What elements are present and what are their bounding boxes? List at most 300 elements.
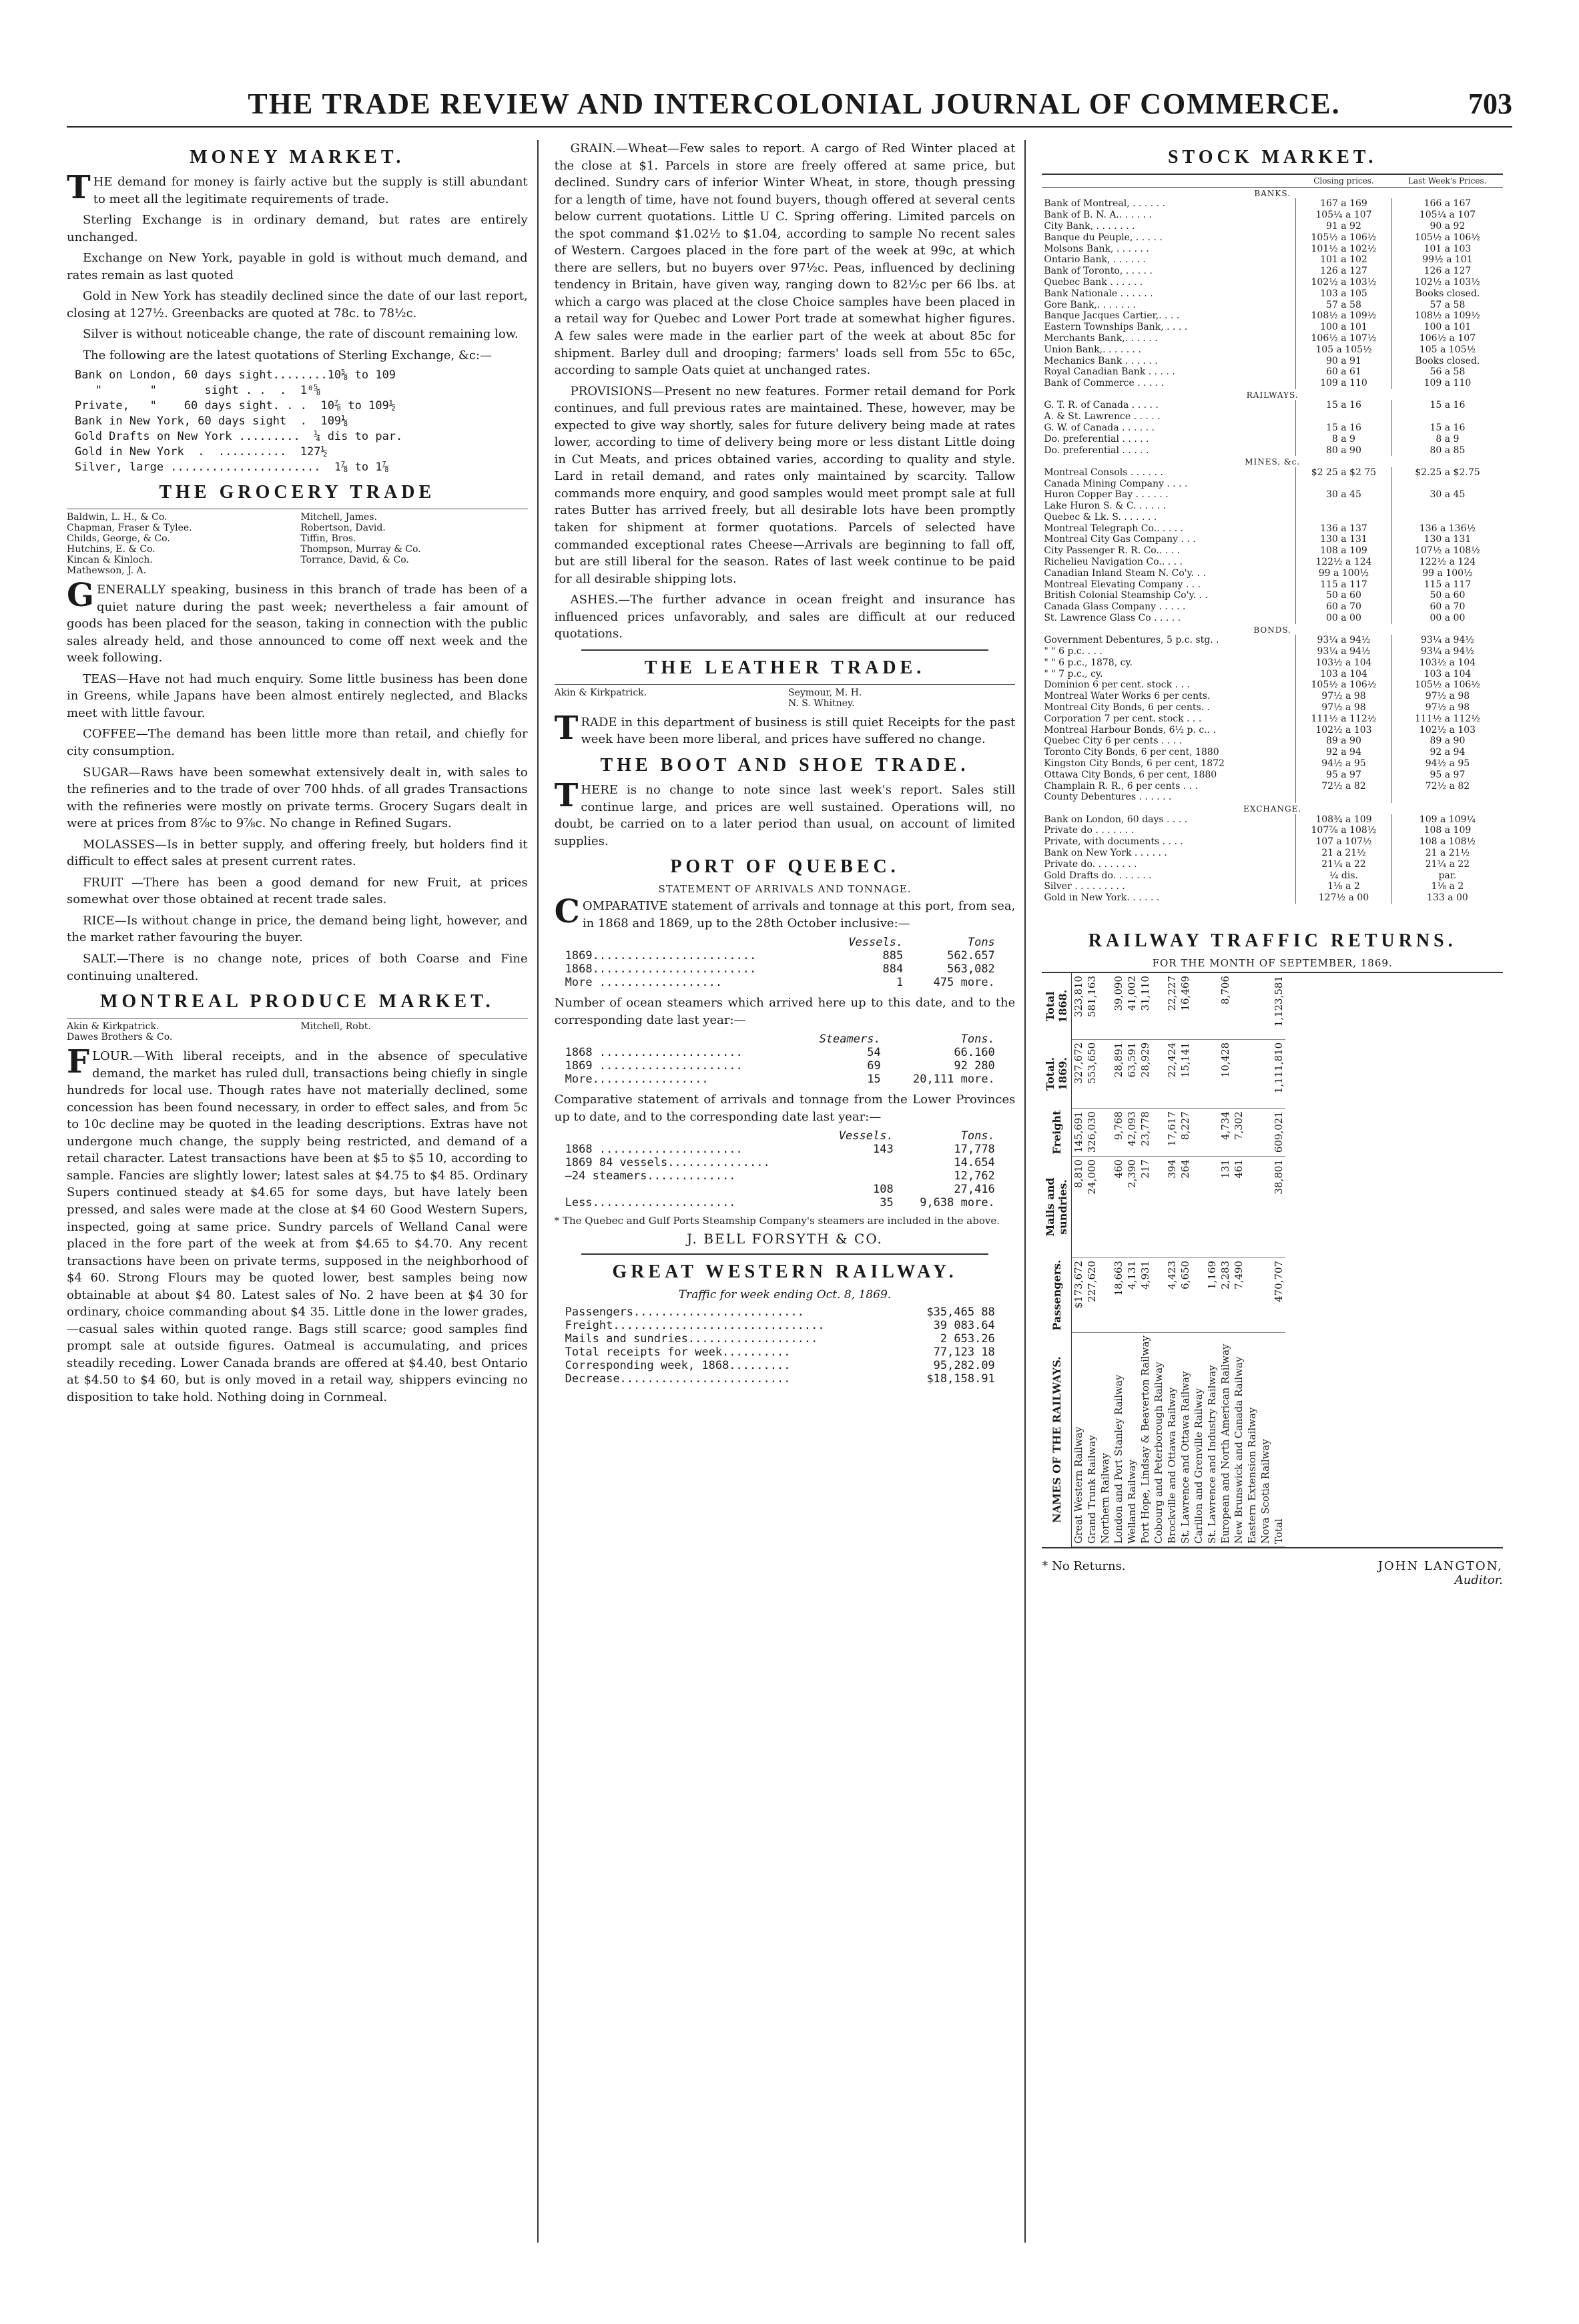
- table-cell: 326,030: [1085, 1109, 1098, 1157]
- table-cell: 101 a 102: [1296, 254, 1392, 266]
- table-row: [1042, 892, 1503, 904]
- table-cell: Brockville and Ottawa Railway: [1165, 1333, 1179, 1547]
- table-cell: 80 a 85: [1391, 445, 1503, 457]
- table-row: [1072, 973, 1086, 1547]
- table-cell: Molsons Bank, . . . . . .: [1044, 243, 1149, 254]
- table-cell: County Debentures . . . . . .: [1044, 792, 1172, 803]
- table-cell: 106½ a 107: [1391, 333, 1503, 344]
- leather-paragraph: TRADE in this department of business is still quiet Receipts for the past week have been more liberal, and prices have suffered no change.: [554, 709, 1016, 747]
- traffic-table-body: [1072, 973, 1286, 1547]
- table-cell: 77,123 18: [933, 1346, 995, 1360]
- grocery-paragraph: FRUIT —There has been a good demand for new Fruit, at prices somewhat over those obtained at recent trade sales.: [67, 875, 528, 907]
- table-cell: [1152, 1156, 1165, 1257]
- table-header: [561, 936, 824, 949]
- firm-name: N. S. Whitney.: [788, 697, 855, 709]
- table-cell: Montreal Elevating Company . . .: [1044, 579, 1201, 590]
- table-cell: Bank of Commerce . . . . .: [1044, 378, 1165, 389]
- table-cell: Do. preferential . . . . .: [1044, 445, 1149, 456]
- produce-market-title: MONTREAL PRODUCE MARKET.: [99, 991, 495, 1012]
- produce-paragraph-flour: FLOUR.—With liberal receipts, and in the absence of speculative demand, the market has ruled dull, transactions being chiefly in single hundreds for local use. Though rates have not materially declined, some concession has been found necessary, in order to effect sales, and from 5c to 10c decline may be quoted in the leading descriptions. Extras have not undergone much change, the supply being restricted, and demand of a retail character. Latest transactions have been at $5 to $5 10, according to sample. Fancies are slightly lower; latest sales at $4.75 to $4 85. Ordinary Supers continued steady at $4.65 for some days, but have lately been pressed, and sales were made at the close at $4 60 Good Western Supers, inspected, going at same price. Sundry parcels of Welland Canal were placed in the fore part of the week at from $4.65 to $4.70. Any recent transactions have been on private terms, supposed in the neighborhood of $4 60. Strong Flours may be quoted lower, best samples being now obtainable at about $4 80. Latest sales of No. 2 have been at $4 30 for ordinary, choice commanding about $4 35. Little done in the lower grades,—casual sales within quoted range. Bags still scarce; good samples find prompt sale at outside figures. Oatmeal is accumulating, and prices steadily receding. Lower Canada brands are offered at $4.40, best Ontario at $4.50 to $4 60, but is only moved in a retail way, shippers evincing no disposition to take hold. Nothing doing in Cornmeal.: [67, 1043, 528, 1404]
- table-cell: Montreal Telegraph Co.. . . . .: [1044, 523, 1184, 534]
- table-cell: " " 7 p.c., cy.: [1044, 668, 1103, 679]
- table-cell: Dominion 6 per cent. stock . . .: [1044, 679, 1190, 691]
- table-cell: More ..................: [565, 976, 723, 990]
- railway-traffic-frame: [1042, 972, 1503, 1548]
- table-cell: 39,090: [1112, 973, 1125, 1039]
- table-cell: [1391, 792, 1503, 803]
- table-cell: [1152, 973, 1165, 1039]
- column-1: [67, 140, 539, 2243]
- table-header: Last Week's Prices.: [1391, 174, 1503, 188]
- table-cell: City Passenger R. R. Co.. . . .: [1044, 545, 1181, 557]
- table-row: [1042, 881, 1503, 892]
- boot-shoe-trade-title: THE BOOT AND SHOE TRADE.: [600, 754, 970, 776]
- money-paragraph: THE demand for money is fairly active but the supply is still abundant to meet all the legitimate requirements of trade.: [67, 169, 528, 206]
- table-cell: New Brunswick and Canada Railway: [1232, 1333, 1245, 1547]
- table-cell: [1296, 792, 1392, 803]
- table-cell: 14.654: [954, 1156, 995, 1170]
- table-row: [561, 1073, 999, 1086]
- table-cell: Montreal Consols . . . . . .: [1044, 467, 1163, 478]
- table-cell: Books closed.: [1391, 288, 1503, 300]
- table-cell: 102½ a 103: [1391, 725, 1503, 736]
- table-cell: 460: [1112, 1156, 1125, 1257]
- grocery-paragraph: SUGAR—Raws have been somewhat extensively dealt in, with sales to the refineries and to the trade of over 700 hhds. of all grades Transactions with the refineries were mostly on private terms. Grocery Sugars dealt in were at prices from 8⅞c to 9⅞c. No change in Refined Sugars.: [67, 765, 528, 831]
- table-cell: Government Debentures, 5 p.c. stg. .: [1044, 635, 1219, 646]
- table-cell: " " 6 p.c., 1878, cy.: [1044, 657, 1133, 668]
- table-cell: 581,163: [1085, 973, 1098, 1039]
- table-cell: 97½ a 98: [1296, 702, 1392, 713]
- table-cell: 93¼ a 94½: [1391, 635, 1503, 646]
- table-cell: 22,424: [1165, 1039, 1179, 1108]
- table-cell: Carillon and Grenville Railway: [1192, 1333, 1205, 1547]
- great-western-table: [561, 1305, 999, 1386]
- table-header: Steamers.: [819, 1033, 881, 1047]
- stock-group-label: MINES, &c.: [1245, 457, 1301, 467]
- table-cell: 97½ a 98: [1296, 691, 1392, 702]
- firm-name: Mathewson, J. A.: [67, 565, 147, 577]
- table-row: [1179, 973, 1192, 1547]
- grocery-paragraph: COFFEE—The demand has been little more than retail, and chiefly for city consumption.: [67, 727, 528, 758]
- stock-group-label: EXCHANGE.: [1243, 804, 1302, 814]
- table-cell: 323,810: [1072, 973, 1086, 1039]
- table-cell: 108: [872, 1183, 894, 1197]
- table-row: [1042, 344, 1503, 356]
- table-row: [1042, 781, 1503, 792]
- table-cell: 100 a 101: [1391, 322, 1503, 333]
- leather-trade-title: THE LEATHER TRADE.: [644, 657, 926, 678]
- table-cell: 105½ a 106½: [1296, 679, 1392, 691]
- table-cell: 127½ a 00: [1296, 892, 1392, 904]
- table-cell: 89 a 90: [1391, 736, 1503, 747]
- table-row: [1042, 725, 1503, 736]
- table-row: [1205, 973, 1219, 1547]
- table-cell: 885: [882, 949, 904, 963]
- table-cell: 461: [1232, 1156, 1245, 1257]
- table-cell: 92 a 94: [1391, 747, 1503, 758]
- table-cell: 143: [872, 1143, 894, 1157]
- table-cell: 4,734: [1219, 1109, 1232, 1157]
- table-row: [1042, 814, 1503, 826]
- table-cell: 470,707: [1272, 1257, 1285, 1332]
- quebec-lower-intro: Comparative statement of arrivals and tonnage from the Lower Provinces up to date, and to the corresponding date last year:—: [554, 1093, 1016, 1124]
- table-row: [1042, 266, 1503, 277]
- table-cell: Do. preferential . . . . .: [1044, 433, 1149, 445]
- table-row: [1042, 792, 1503, 803]
- table-cell: 103 a 104: [1391, 669, 1503, 680]
- table-header-row: [561, 1129, 999, 1143]
- table-cell: 1869........................: [565, 949, 757, 963]
- table-header: Freight: [1042, 1109, 1072, 1157]
- table-row: [561, 1359, 999, 1372]
- boot-shoe-paragraph: THERE is no change to note since last week's report. Sales still continue large, and prices are well sustained. Operations will, no doubt, be carried on to a later period than usual, on account of limited supplies.: [554, 776, 1016, 848]
- table-header: NAMES OF THE RAILWAYS.: [1042, 1333, 1072, 1547]
- table-cell: 15 a 16: [1391, 400, 1503, 411]
- table-cell: Bank of Toronto, . . . . .: [1044, 266, 1153, 277]
- table-cell: 60 a 70: [1296, 601, 1392, 613]
- table-row: [1042, 859, 1503, 870]
- column-3: [1042, 140, 1512, 2243]
- table-cell: 22,227: [1165, 973, 1179, 1039]
- table-cell: [1098, 973, 1112, 1039]
- table-cell: 4,931: [1139, 1257, 1152, 1332]
- table-cell: Bank of Montreal, . . . . . .: [1044, 198, 1166, 210]
- table-cell: 99 a 100½: [1391, 568, 1503, 579]
- grocery-paragraph: MOLASSES—Is in better supply, and offering freely, but holders find it difficult to effect sales at present current rates.: [67, 837, 528, 869]
- table-cell: 90 a 91: [1296, 356, 1392, 367]
- table-cell: 131: [1219, 1156, 1232, 1257]
- table-cell: Quebec Bank . . . . . .: [1044, 276, 1143, 288]
- table-header-row: [561, 1033, 999, 1046]
- table-cell: 105½ a 106½: [1391, 232, 1503, 244]
- table-cell: 15 a 16: [1296, 400, 1392, 411]
- table-row: [561, 1143, 999, 1156]
- table-cell: 8 a 9: [1391, 434, 1503, 445]
- table-row: [1042, 300, 1503, 311]
- produce-paragraph-grain: GRAIN.—Wheat—Few sales to report. A cargo of Red Winter placed at the close at $1. Parcels in store are freely offered at same price, but declined. Sundry cars of inferior Winter Wheat, in store, though pressing for a length of time, have not found buyers, though offered at several cents below current quotations. Little U C. Spring offering. Limited parcels on the spot command $1.02½ to $1.04, according to sample No recent sales of Western. Cargoes placed in the fore part of the week at 99c, at which there are sellers, but no buyers over 97½c. Peas, influenced by declining tendency in Britain, have given way, ranging down to 82½c per 66 lbs. at which a cargo was placed at the close Choice samples have been placed in a retail way for Quebec and Lower Port trade at somewhat higher figures. A few sales were made in the earlier part of the week at about 85c for shipment. Barley dull and drooping; farmers' loads sell from 55c to 65c, according to sample Oats quiet at unchanged rates.: [554, 141, 1016, 378]
- firm-name: Childs, George, & Co.: [67, 533, 170, 545]
- table-cell: Gold Drafts do. . . . . . .: [1044, 870, 1152, 881]
- table-row: [1098, 973, 1112, 1547]
- table-header: Closing prices.: [1296, 174, 1392, 188]
- table-cell: 21¼ a 22: [1296, 859, 1392, 870]
- table-cell: [1192, 1109, 1205, 1157]
- table-cell: 553,650: [1085, 1039, 1098, 1108]
- table-cell: 105 a 105½: [1391, 344, 1503, 356]
- table-row: [1042, 848, 1503, 859]
- table-cell: 100 a 101: [1296, 322, 1392, 333]
- table-cell: 1⅛ a 2: [1391, 881, 1503, 892]
- table-cell: [821, 1156, 898, 1169]
- table-cell: 63,591: [1125, 1039, 1139, 1108]
- table-row: [1042, 679, 1503, 691]
- table-cell: 21 a 21½: [1296, 848, 1392, 859]
- table-cell: 69: [867, 1059, 881, 1073]
- table-header-row: [1042, 973, 1072, 1547]
- table-cell: G. T. R. of Canada . . . . .: [1044, 400, 1159, 411]
- table-cell: Banque Jacques Cartier,. . . .: [1044, 310, 1180, 322]
- table-row: [1042, 434, 1503, 445]
- quebec-steamers-intro: Number of ocean steamers which arrived here up to this date, and to the corresponding date last year:—: [554, 996, 1016, 1027]
- table-row: [1042, 333, 1503, 344]
- stock-group-label: BONDS.: [1253, 625, 1291, 635]
- table-row: [1042, 669, 1503, 680]
- quebec-signoff: J. BELL FORSYTH & CO.: [687, 1231, 883, 1247]
- table-cell: 130 a 131: [1296, 534, 1392, 545]
- section-rule: [581, 649, 989, 651]
- table-cell: 95,282.09: [933, 1359, 995, 1373]
- table-cell: 8 a 9: [1296, 434, 1392, 445]
- table-cell: 10,428: [1219, 1039, 1232, 1108]
- firm-name: Akin & Kirkpatrick.: [67, 1021, 160, 1033]
- table-cell: 39 083.64: [933, 1319, 995, 1333]
- table-cell: [1192, 1156, 1205, 1257]
- table-cell: 1,169: [1205, 1257, 1219, 1332]
- table-row: [561, 949, 999, 962]
- table-cell: 56 a 58: [1391, 366, 1503, 378]
- table-cell: 72½ a 82: [1391, 781, 1503, 792]
- table-row: [1272, 973, 1285, 1547]
- table-cell: Northern Railway: [1098, 1333, 1112, 1547]
- table-cell: 30 a 45: [1296, 489, 1392, 501]
- table-cell: 23,778: [1139, 1109, 1152, 1157]
- table-cell: 21¼ a 22: [1391, 859, 1503, 870]
- grocery-paragraph: SALT.—There is no change note, prices of both Coarse and Fine continuing unaltered.: [67, 951, 528, 983]
- table-cell: 18,663: [1112, 1257, 1125, 1332]
- table-cell: [1259, 973, 1272, 1039]
- traffic-signature-block: [1042, 1559, 1503, 1587]
- table-cell: Mails and sundries...................: [565, 1332, 818, 1346]
- stock-group-row: [1042, 456, 1503, 467]
- exchange-quote-line: Bank on London, 60 days sight........10⅝ to 109: [75, 368, 396, 382]
- table-cell: 102½ a 103½: [1296, 277, 1392, 288]
- firm-name: Robertson, David.: [300, 523, 386, 534]
- table-cell: 2,390: [1125, 1156, 1139, 1257]
- table-cell: Montreal City Bonds, 6 per cents. .: [1044, 702, 1211, 713]
- table-cell: 93¼ a 94½: [1296, 635, 1392, 646]
- table-cell: 563,082: [947, 962, 995, 976]
- table-row: [1042, 422, 1503, 434]
- table-cell: A. & St. Lawrence . . . . .: [1044, 411, 1161, 422]
- table-cell: 15 a 16: [1296, 422, 1392, 434]
- table-cell: 108 a 108½: [1391, 836, 1503, 848]
- table-cell: Canadian Inland Steam N. Co'y. . .: [1044, 567, 1206, 579]
- page-number: 703: [1468, 87, 1512, 120]
- firm-name: Baldwin, L. H., & Co.: [67, 512, 168, 523]
- table-cell: 1869 .....................: [565, 1059, 743, 1073]
- table-cell: [1152, 1039, 1165, 1108]
- table-cell: 8,227: [1179, 1109, 1192, 1157]
- table-cell: 264: [1179, 1156, 1192, 1257]
- table-cell: 38,801: [1272, 1156, 1285, 1257]
- table-cell: [1296, 479, 1392, 490]
- firm-list-left: [555, 687, 781, 709]
- table-cell: 1,111,810: [1272, 1039, 1285, 1108]
- firm-list-left: [67, 1021, 294, 1043]
- quebec-steamers-table: [561, 1033, 999, 1086]
- table-cell: [1245, 1039, 1259, 1108]
- table-cell: More.................: [565, 1073, 709, 1087]
- table-cell: 115 a 117: [1296, 579, 1392, 591]
- table-cell: 60 a 61: [1296, 366, 1392, 378]
- table-cell: 31,110: [1139, 973, 1152, 1039]
- table-header: [561, 1033, 797, 1046]
- signature-name: JOHN LANGTON,: [1377, 1558, 1504, 1573]
- table-row: [561, 962, 999, 976]
- table-cell: [1232, 973, 1245, 1039]
- table-row: [1042, 221, 1503, 232]
- table-cell: [1245, 1156, 1259, 1257]
- quebec-intro: COMPARATIVE statement of arrivals and tonnage at this port, from sea, in 1868 and 1869, up to the 28th October inclusive:—: [554, 893, 1016, 931]
- firm-list-right: [788, 687, 1015, 709]
- table-cell: 94½ a 95: [1296, 758, 1392, 770]
- table-cell: [1232, 1039, 1245, 1108]
- table-cell: [1391, 512, 1503, 523]
- money-market-title: MONEY MARKET.: [190, 147, 405, 168]
- table-cell: St. Lawrence and Industry Railway: [1205, 1333, 1219, 1547]
- stock-group-row: [1042, 389, 1503, 400]
- table-cell: 42,093: [1125, 1109, 1139, 1157]
- grocery-paragraph: TEAS—Have not had much enquiry. Some little business has been done in Greens, while Japans have been almost entirely neglected, and Blacks meet with little favour.: [67, 671, 528, 720]
- table-cell: 103 a 104: [1296, 669, 1392, 680]
- stock-group-label: BANKS.: [1254, 189, 1291, 198]
- table-row: [1042, 613, 1503, 624]
- table-row: [1042, 322, 1503, 333]
- exchange-quote-line: Bank in New York, 60 days sight . 109⅛: [75, 414, 348, 428]
- table-row: [561, 1196, 999, 1209]
- table-row: [1125, 973, 1139, 1547]
- stock-group-row: [1042, 624, 1503, 635]
- table-cell: 1,123,581: [1272, 973, 1285, 1039]
- table-cell: 7,302: [1232, 1109, 1245, 1157]
- table-cell: [821, 1169, 898, 1183]
- exchange-quote-line: " " sight . . . 1⁰⅝: [75, 384, 321, 398]
- table-row: [1219, 973, 1232, 1547]
- table-cell: Private do. . . . . . . .: [1044, 858, 1137, 870]
- money-paragraph: Sterling Exchange is in ordinary demand, but rates are entirely unchanged.: [67, 213, 528, 244]
- table-cell: 1868 .....................: [565, 1046, 743, 1060]
- table-row: [1042, 601, 1503, 613]
- table-cell: [1259, 1039, 1272, 1108]
- table-cell: 145,691: [1072, 1109, 1086, 1157]
- table-cell: 227,620: [1085, 1257, 1098, 1332]
- table-row: [561, 1372, 999, 1386]
- table-cell: Passengers.........................: [565, 1305, 804, 1320]
- table-row: [1245, 973, 1259, 1547]
- table-cell: Ottawa City Bonds, 6 per cent, 1880: [1044, 769, 1217, 780]
- table-cell: 4,423: [1165, 1257, 1179, 1332]
- table-row: [1042, 277, 1503, 288]
- table-cell: [1098, 1156, 1112, 1257]
- exchange-quote-line: Gold in New York . .......... 127½: [75, 445, 328, 459]
- table-cell: 9,638 more.: [920, 1196, 995, 1210]
- produce-paragraph-ashes: ASHES.—The further advance in ocean freight and insurance has influenced prices unfavorably, and sales are difficult at our reduced quotations.: [554, 593, 1016, 641]
- table-cell: 92 a 94: [1296, 747, 1392, 758]
- table-cell: 103 a 105: [1296, 288, 1392, 300]
- table-cell: " " 6 p.c. . . .: [1044, 646, 1102, 657]
- table-cell: 12,762: [954, 1169, 995, 1183]
- table-cell: 105½ a 106½: [1296, 232, 1392, 244]
- table-cell: [1098, 1109, 1112, 1157]
- table-cell: Gold in New York. . . . . .: [1044, 892, 1160, 904]
- table-cell: [1391, 501, 1503, 512]
- table-cell: 126 a 127: [1296, 266, 1392, 277]
- firm-list-left: [67, 512, 294, 576]
- table-cell: 609,021: [1272, 1109, 1285, 1157]
- table-cell: 122½ a 124: [1296, 557, 1392, 568]
- table-cell: Bank on New York . . . . . .: [1044, 847, 1167, 858]
- table-cell: 106½ a 107½: [1296, 333, 1392, 344]
- table-header: Tons.: [960, 1129, 995, 1143]
- table-cell: 91 a 92: [1296, 221, 1392, 232]
- table-cell: 28,891: [1112, 1039, 1125, 1108]
- exchange-quote-line: Gold Drafts on New York ......... ¼ dis to par.: [75, 430, 403, 444]
- firm-name: Dawes Brothers & Co.: [67, 1032, 173, 1043]
- table-row: [1042, 758, 1503, 770]
- table-cell: 1: [896, 976, 904, 990]
- table-cell: [1205, 1156, 1219, 1257]
- grocery-firms: [67, 509, 528, 576]
- table-cell: 108 a 109: [1296, 545, 1392, 557]
- table-cell: Port Hope, Lindsay & Beaverton Railway: [1139, 1333, 1152, 1547]
- table-cell: 6,650: [1179, 1257, 1192, 1332]
- table-cell: Lake Huron S. & C. . . . . .: [1044, 501, 1167, 512]
- table-row: [561, 1183, 999, 1196]
- table-cell: 2 653.26: [940, 1332, 995, 1346]
- table-cell: Cobourg and Peterborough Railway: [1152, 1333, 1165, 1547]
- firm-list-right: [300, 1021, 527, 1043]
- table-cell: 108½ a 109½: [1296, 310, 1392, 322]
- produce-paragraph-provisions: PROVISIONS—Present no new features. Former retail demand for Pork continues, and full previous rates are maintained. These, however, may be expected to give way shortly, sales for future delivery being made at rates lower, according to time of delivery being more or less distant Little doing in Cut Meats, and prices obtained varies, according to quality and style. Lard in retail demand, and rates only maintained by scarcity. Tallow commands more enquiry, and good samples would meet prompt sale at full rates Butter has arrived freely, but all desirable lots have been promptly taken for shipment at former quotations. Parcels of selected have commanded exceptional rates Cheese—Arrivals are beginning to fall off, but are still liberal for the season. Rates of last week continue to be paid for all desirable shipping lots.: [554, 384, 1016, 586]
- table-cell: 95 a 97: [1296, 770, 1392, 781]
- table-cell: 7,490: [1232, 1257, 1245, 1332]
- table-cell: 66.160: [954, 1046, 995, 1060]
- table-cell: Montreal Water Works 6 per cents.: [1044, 691, 1211, 702]
- table-cell: 105½ a 106½: [1391, 679, 1503, 691]
- table-cell: 1869 84 vessels...............: [565, 1156, 770, 1170]
- table-cell: 15: [867, 1073, 881, 1087]
- table-cell: 562.657: [947, 949, 995, 963]
- table-cell: Canada Mining Company . . . .: [1044, 478, 1188, 489]
- table-row: [1042, 579, 1503, 591]
- table-cell: Books closed.: [1391, 356, 1503, 367]
- signature: [1378, 1559, 1503, 1587]
- table-cell: Decrease.........................: [565, 1372, 791, 1386]
- table-cell: 108 a 109: [1391, 825, 1503, 836]
- table-cell: European and North American Railway: [1219, 1333, 1232, 1547]
- table-row: [1042, 489, 1503, 501]
- table-cell: 16,469: [1179, 973, 1192, 1039]
- table-cell: $35,465 88: [926, 1305, 995, 1320]
- table-row: [1042, 545, 1503, 557]
- table-cell: 122½ a 124: [1391, 557, 1503, 568]
- table-cell: 9,768: [1112, 1109, 1125, 1157]
- table-row: [561, 1156, 999, 1169]
- table-cell: [1296, 501, 1392, 512]
- table-cell: St. Lawrence and Ottawa Railway: [1179, 1333, 1192, 1547]
- table-cell: Huron Copper Bay . . . . . .: [1044, 489, 1169, 501]
- table-row: [1042, 198, 1503, 210]
- table-cell: 41,002: [1125, 973, 1139, 1039]
- table-row: [1042, 254, 1503, 266]
- table-row: [1042, 479, 1503, 490]
- table-cell: $173,672: [1072, 1257, 1086, 1332]
- railway-traffic-rotated: [1042, 973, 1285, 1547]
- table-cell: Quebec City 6 per cents . . . .: [1044, 736, 1183, 747]
- table-cell: 17,617: [1165, 1109, 1179, 1157]
- table-cell: 130 a 131: [1391, 534, 1503, 545]
- table-cell: Bank of B. N. A.. . . . . .: [1044, 210, 1152, 221]
